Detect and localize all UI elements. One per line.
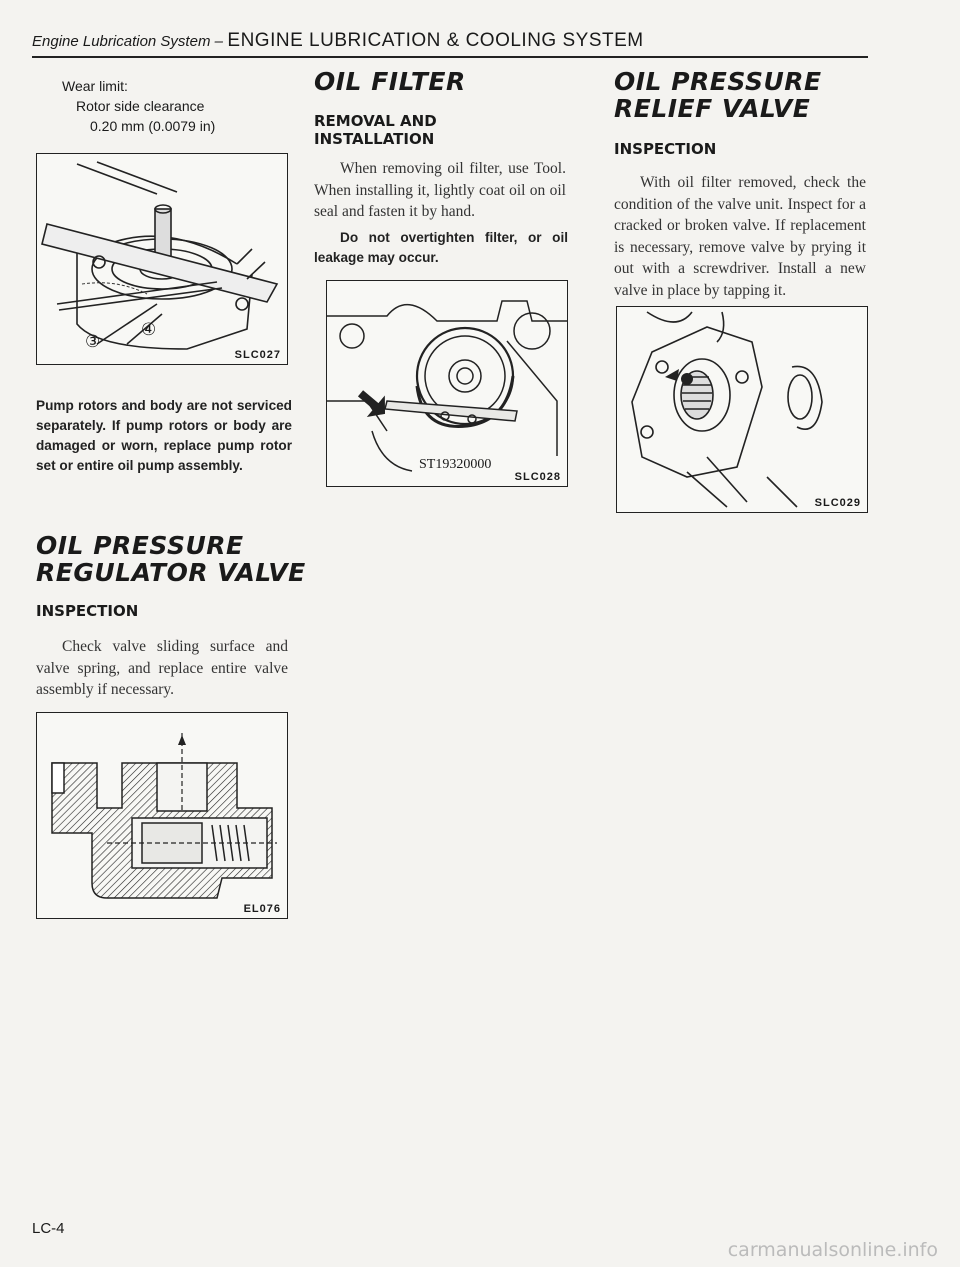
rotor-side-value: 0.20 mm (0.0079 in) xyxy=(90,118,216,134)
callout-3: ③ xyxy=(85,332,101,351)
relief-text: With oil filter removed, check the condition of the valve unit. Inspect for a cracked or broken valve. If replacement is necessary, remove valve by prying it out with a screwdriver. Install a new valve in place by tapping it. xyxy=(614,174,866,299)
removal-heading-line-2: INSTALLATION xyxy=(314,130,435,148)
relief-title-line-2: RELIEF VALVE xyxy=(614,94,811,123)
page-number: LC-4 xyxy=(32,1220,65,1237)
figure-slc029 xyxy=(616,306,868,513)
removal-heading-line-1: REMOVAL AND xyxy=(314,112,437,130)
section-title-regulator xyxy=(36,532,306,586)
watermark-text: carmanualsonline.info xyxy=(727,1239,938,1261)
tool-number: ST19320000 xyxy=(419,457,492,472)
figure-code: SLC027 xyxy=(234,349,281,361)
figure-slc027 xyxy=(36,153,288,365)
pump-rotor-illustration xyxy=(37,154,287,364)
pump-note: Pump rotors and body are not serviced separately. If pump rotors or body are damaged or worn, replace pump rotor set or entire oil pump assembly. xyxy=(36,398,292,473)
oil-filter-text: When removing oil filter, use Tool. When installing it, lightly coat oil on oil seal and fasten it by hand. xyxy=(314,160,566,220)
figure-code: SLC029 xyxy=(814,497,861,509)
relief-title-line-1: OIL PRESSURE xyxy=(614,67,822,96)
wear-limit-label: Wear limit: xyxy=(62,78,128,94)
regulator-text: Check valve sliding surface and valve spring, and replace entire valve assembly if necessary. xyxy=(36,638,288,698)
wear-limit-block xyxy=(62,76,215,136)
header-title: ENGINE LUBRICATION & COOLING SYSTEM xyxy=(227,30,644,51)
regulator-title-line-1: OIL PRESSURE xyxy=(36,531,244,560)
oil-filter-wrench-illustration xyxy=(327,281,567,486)
figure-code: SLC028 xyxy=(514,471,561,483)
relief-valve-illustration xyxy=(617,307,867,512)
section-title-relief-valve xyxy=(614,68,822,122)
page-header xyxy=(32,30,868,58)
figure-el076 xyxy=(36,712,288,919)
regulator-inspection-heading: INSPECTION xyxy=(36,602,139,620)
oil-filter-warning: Do not overtighten filter, or oil leakage may occur. xyxy=(314,230,568,265)
section-title-oil-filter: OIL FILTER xyxy=(314,67,466,96)
callout-4: ④ xyxy=(141,320,157,339)
regulator-title-line-2: REGULATOR VALVE xyxy=(36,558,306,587)
figure-slc028 xyxy=(326,280,568,487)
header-section: Engine Lubrication System – xyxy=(32,33,223,50)
figure-code: EL076 xyxy=(243,903,281,915)
relief-inspection-heading: INSPECTION xyxy=(614,140,717,158)
removal-heading xyxy=(314,112,437,148)
rotor-side-label: Rotor side clearance xyxy=(76,98,205,114)
regulator-valve-illustration xyxy=(37,713,287,918)
